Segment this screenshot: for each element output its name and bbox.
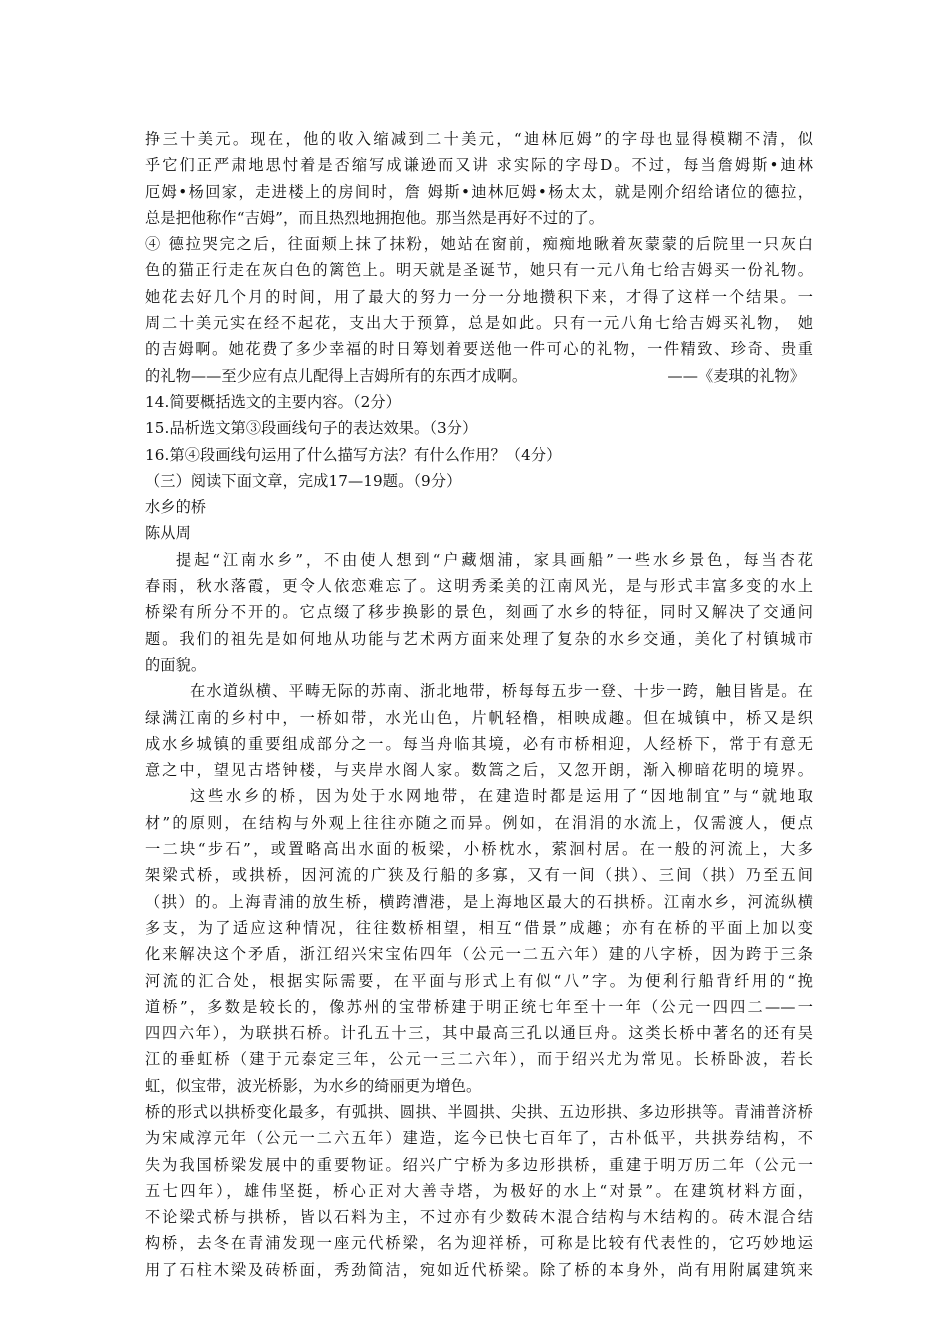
- article-paragraph-4: [145, 1099, 813, 1283]
- text-line: 一二块“步石”，或置略高出水面的板梁，小桥枕水，萦洄村居。在一般的河流上，大多: [145, 840, 813, 859]
- text-line: 这些水乡的桥，因为处于水网地带，在建造时都是运用了“因地制宜”与“就地取: [190, 787, 813, 806]
- text-line: 成水乡城镇的重要组成部分之一。每当舟临其境，必有市桥相迎，人经桥下，常于有意无: [145, 734, 813, 753]
- article-paragraph-2: [145, 678, 813, 783]
- text-line: 桥梁有所分不开的。它点缀了移步换影的景色，刻画了水乡的特征，同时又解决了交通问: [145, 603, 813, 622]
- article-author: 陈从周: [145, 524, 191, 543]
- article-paragraph-3: [145, 783, 813, 1099]
- question-14: 14.简要概括选文的主要内容。（2分）: [145, 392, 401, 411]
- text-line: （拱）的。上海青浦的放生桥，横跨漕港，是上海地区最大的石拱桥。江南水乡，河流纵横: [145, 892, 813, 911]
- text-line: 虹，似宝带，波光桥影，为水乡的绮丽更为增色。: [145, 1076, 482, 1095]
- text-line: 四四六年），为联拱石桥。计孔五十三，其中最高三孔以通巨舟。这类长桥中著名的还有吴: [145, 1024, 813, 1043]
- text-line: 挣三十美元。现在，他的收入缩减到二十美元，“迪林厄姆”的字母也显得模糊不清，似: [145, 130, 813, 148]
- text-line: 春雨，秋水落霞，更令人依恋难忘了。这明秀柔美的江南风光，是与形式丰富多变的水上: [145, 577, 813, 596]
- text-line: 意之中，望见古塔钟楼，与夹岸水阁人家。数篙之后，又忽开朗，渐入柳暗花明的境界。: [145, 761, 813, 780]
- question-15: 15.品析选文第③段画线句子的表达效果。（3分）: [145, 419, 478, 438]
- text-line: 的吉姆啊。她花费了多少幸福的时日筹划着要送他一件可心的礼物，一件精致、珍奇、贵重: [145, 340, 813, 359]
- text-line: 江的垂虹桥（建于元泰定三年，公元一三二六年），而于绍兴尤为常见。长桥卧波，若长: [145, 1050, 813, 1069]
- article-title: 水乡的桥: [145, 498, 207, 517]
- text-line: 道桥”，多数是较长的，像苏州的宝带桥建于明正统七年至十一年（公元一四四二——一: [145, 997, 813, 1016]
- text-line: 失为我国桥梁发展中的重要物证。绍兴广宁桥为多边形拱桥，重建于明万历二年（公元一: [145, 1155, 813, 1174]
- text-line: 构桥，去冬在青浦发现一座元代桥梁，名为迎祥桥，可称是比较有代表性的，它巧妙地运: [145, 1234, 813, 1253]
- text-line: 五七四年），雄伟坚挺，桥心正对大善寺塔，为极好的水上“对景”。在建筑材料方面，: [145, 1181, 813, 1200]
- text-line: 化来解决这个矛盾，浙江绍兴宋宝佑四年（公元一二五六年）建的八字桥，因为跨于三条: [145, 945, 813, 964]
- text-line: 的礼物——至少应有点儿配得上吉姆所有的东西才成啊。: [145, 366, 528, 385]
- question-16: 16.第④段画线句运用了什么描写方法？有什么作用？（4分）: [145, 445, 562, 464]
- text-line: 用了石柱木梁及砖桥面，秀劲简洁，宛如近代桥梁。除了桥的本身外，尚有用附属建筑来: [145, 1260, 813, 1279]
- source-attribution: ——《麦琪的礼物》: [667, 366, 805, 385]
- text-line: ④ 德拉哭完之后，往面颊上抹了抹粉，她站在窗前，痴痴地瞅着灰蒙蒙的后院里一只灰白: [145, 235, 813, 254]
- story-paragraph-4: [145, 231, 813, 389]
- text-line: 绿满江南的乡村中，一桥如带，水光山色，片帆轻橹，相映成趣。但在城镇中，桥又是织: [145, 708, 813, 727]
- text-line: 河流的汇合处，根据实际需要，在平面与形式上有似“八”字。为便利行船背纤用的“挽: [145, 971, 813, 990]
- section-3-heading: （三）阅读下面文章，完成17—19题。（9分）: [145, 471, 462, 490]
- text-line: 她花去好几个月的时间，用了最大的努力一分一分地攒积下来，才得了这样一个结果。一: [145, 287, 813, 306]
- text-line: 总是把他称作“吉姆”，而且热烈地拥抱他。那当然是再好不过的了。: [145, 208, 605, 227]
- text-line: 材”的原则，在结构与外观上往往亦随之而异。例如，在涓涓的水流上，仅需渡人，便点: [145, 813, 813, 832]
- exam-page: [145, 126, 813, 1283]
- text-line: 乎它们正严肃地思忖着是否缩写成谦逊而又讲 求实际的字母D。不过，每当詹姆斯•迪林: [145, 156, 813, 175]
- text-line: 在水道纵横、平畴无际的苏南、浙北地带，桥每每五步一登、十步一跨，触目皆是。在: [190, 682, 813, 701]
- text-line: 桥的形式以拱桥变化最多，有弧拱、圆拱、半圆拱、尖拱、五边形拱、多边形拱等。青浦普济桥: [145, 1102, 813, 1121]
- text-line: 提起“江南水乡”，不由使人想到“户藏烟浦，家具画船”一些水乡景色，每当杏花: [176, 550, 813, 569]
- text-line: 周二十美元实在经不起花，支出大于预算，总是如此。只有一元八角七给吉姆买礼物， 她: [145, 314, 813, 333]
- text-line: 为宋咸淳元年（公元一二六五年）建造，迄今已快七百年了，古朴低平，共拱券结构，不: [145, 1129, 813, 1148]
- text-line: 架梁式桥，或拱桥，因河流的广狭及行船的多寡，又有一间（拱）、三间（拱）乃至五间: [145, 866, 813, 885]
- text-line: 多支，为了适应这种情况，往往数桥相望，相互“借景”成趣；亦有在桥的平面上加以变: [145, 918, 813, 937]
- text-line-with-attribution: [145, 363, 813, 389]
- text-line: 题。我们的祖先是如何地从功能与艺术两方面来处理了复杂的水乡交通，美化了村镇城市: [145, 629, 813, 648]
- story-paragraph-3: [145, 126, 813, 231]
- text-line: 的面貌。: [145, 655, 207, 674]
- text-line: 不论梁式桥与拱桥，皆以石料为主，不过亦有少数砖木混合结构与木结构的。砖木混合结: [145, 1208, 813, 1227]
- article-paragraph-1: [145, 547, 813, 678]
- questions-block: [145, 389, 813, 494]
- text-line: 厄姆•杨回家，走进楼上的房间时，詹 姆斯•迪林厄姆•杨太太，就是刚介绍给诸位的德拉，: [145, 182, 813, 201]
- text-line: 色的猫正行走在灰白色的篱笆上。明天就是圣诞节，她只有一元八角七给吉姆买一份礼物。: [145, 261, 813, 280]
